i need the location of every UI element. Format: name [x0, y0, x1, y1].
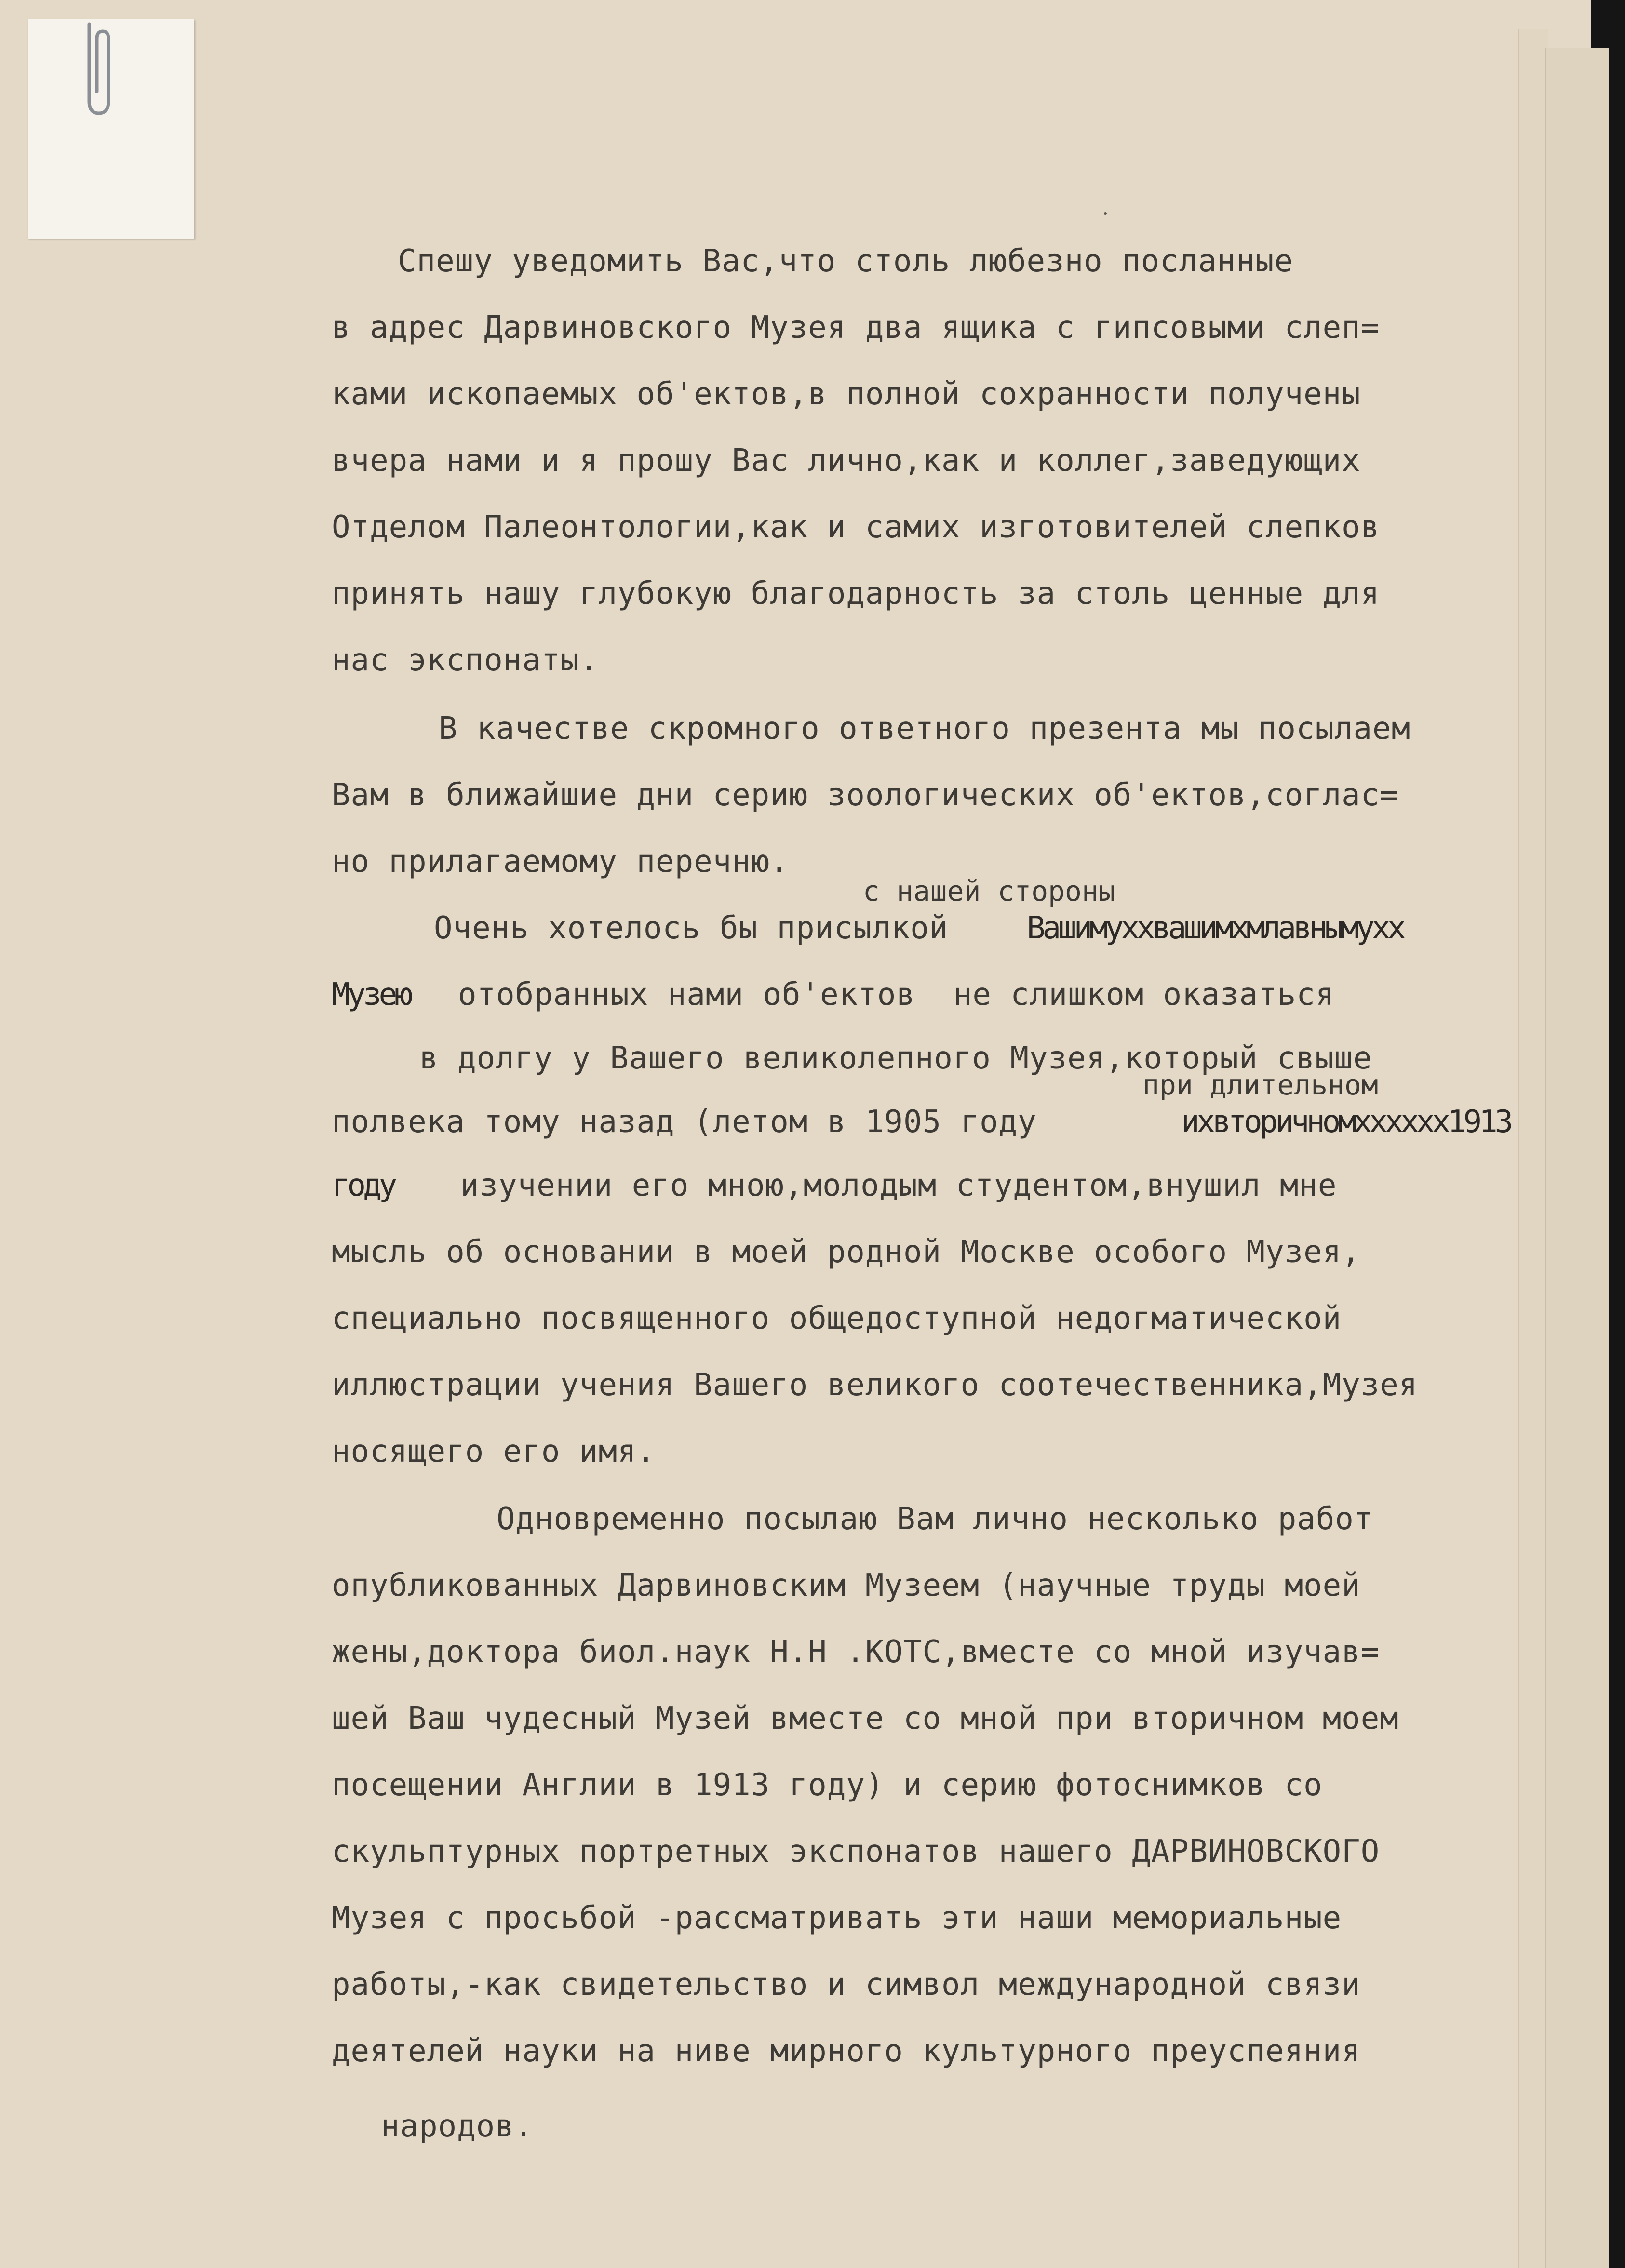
handwritten-insert: с нашей стороны: [863, 875, 1115, 907]
text-line: Музея с просьбой -рассматривать эти наши мемориальные: [332, 1900, 1342, 1936]
paper-clip-icon: [80, 19, 113, 116]
text-line: носящего его имя.: [332, 1434, 656, 1469]
text-line: но прилагаемому перечню.: [332, 844, 789, 880]
text-line: в адрес Дарвиновского Музея два ящика с гипсовыми слеп=: [332, 310, 1380, 346]
text-line: Спешу уведомить Вас,что столь любезно посланные: [398, 243, 1293, 279]
text-line: изучении его мною,молодым студентом,внушил мне: [460, 1168, 1337, 1203]
handwritten-insert: при длительном: [1142, 1068, 1378, 1101]
text-line: полвека тому назад (летом в 1905 году: [332, 1104, 1037, 1140]
text-line: в долгу у Вашего великолепного Музея,который свыше: [419, 1041, 1372, 1076]
text-line: Отделом Палеонтологии,как и самих изготовителей слепков: [332, 509, 1380, 545]
text-line: отобранных нами об'ектов не слишком оказаться: [458, 977, 1335, 1013]
text-line: Очень хотелось бы присылкой: [434, 910, 949, 946]
text-line: принять нашу глубокую благодарность за столь ценные для: [332, 576, 1380, 612]
text-line: нас экспонаты.: [332, 642, 599, 678]
text-line: ками ископаемых об'ектов,в полной сохранности получены: [332, 376, 1361, 412]
text-line: В качестве скромного ответного презента мы посылаем: [439, 711, 1411, 747]
text-line: Вам в ближайшие дни серию зоологических об'ектов,соглас=: [332, 777, 1399, 813]
page-edge: [1545, 48, 1609, 2268]
struck-text: году: [332, 1168, 395, 1203]
struck-text: ихвторичномхххххх1913: [1181, 1104, 1511, 1140]
ink-dot: [1104, 212, 1107, 215]
text-line: деятелей науки на ниве мирного культурного преуспеяния: [332, 2033, 1361, 2069]
struck-text: Вашимуххвашимхмлавнымухх: [1027, 910, 1403, 946]
text-line: работы,-как свидетельство и символ международной связи: [332, 1967, 1361, 2002]
text-line: иллюстрации учения Вашего великого соотечественника,Музея: [332, 1367, 1418, 1403]
struck-text: Музею: [332, 977, 410, 1013]
text-line: народов.: [381, 2108, 534, 2144]
page-edge: [1518, 29, 1548, 2268]
text-line: жены,доктора биол.наук Н.Н .КОТС,вместе со мной изучав=: [332, 1634, 1380, 1670]
text-line: мысль об основании в моей родной Москве особого Музея,: [332, 1234, 1361, 1270]
text-line: вчера нами и я прошу Вас лично,как и коллег,заведующих: [332, 443, 1361, 479]
text-line: скульптурных портретных экспонатов нашего ДАРВИНОВСКОГО: [332, 1834, 1380, 1869]
text-line: шей Ваш чудесный Музей вместе со мной при вторичном моем: [332, 1701, 1399, 1736]
text-line: опубликованных Дарвиновским Музеем (научные труды моей: [332, 1568, 1361, 1603]
text-line: Одновременно посылаю Вам лично несколько работ: [497, 1501, 1373, 1537]
text-line: посещении Англии в 1913 году) и серию фотоснимков со: [332, 1767, 1323, 1803]
text-line: специально посвященного общедоступной недогматической: [332, 1301, 1342, 1336]
